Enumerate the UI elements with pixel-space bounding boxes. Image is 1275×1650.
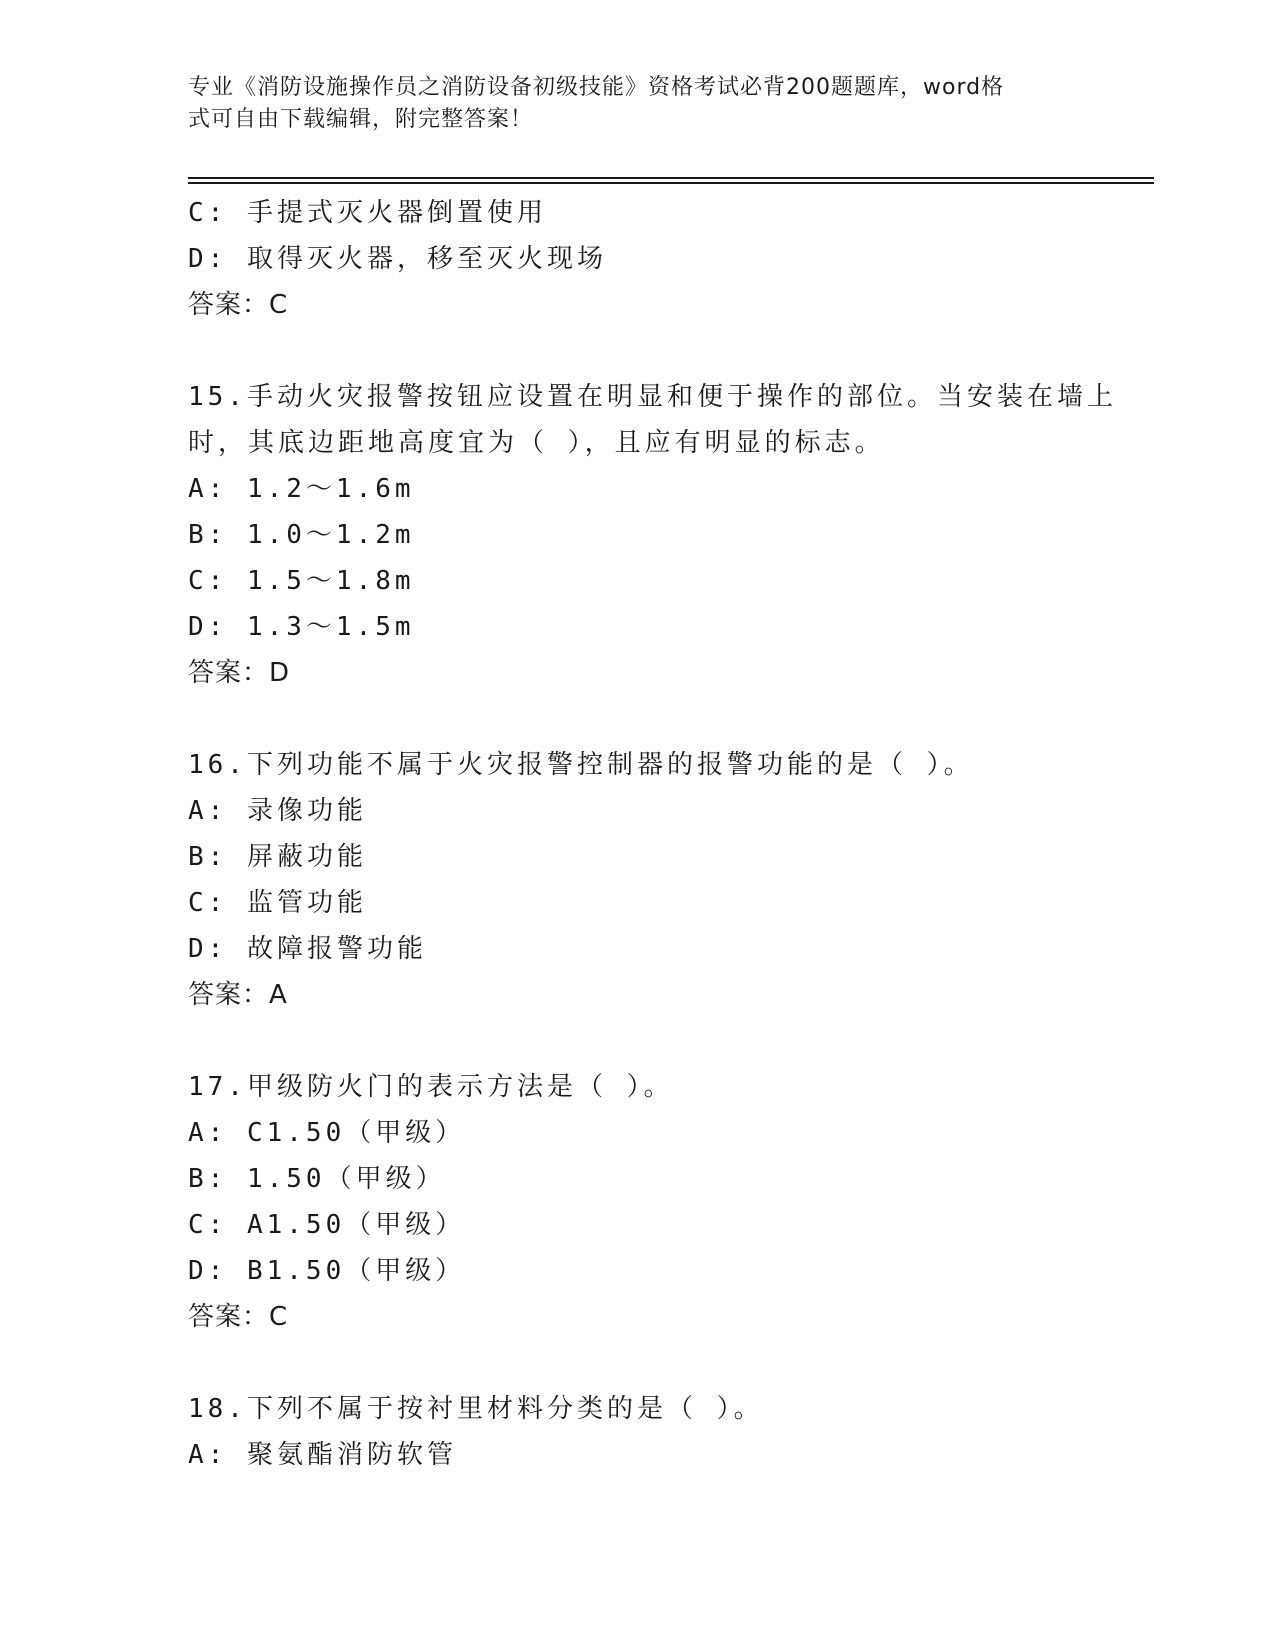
option-d: D: B1.50（甲级） <box>188 1256 466 1286</box>
question-stem: 17.甲级防火门的表示方法是（ ）。 <box>188 1072 674 1102</box>
option-a: A: 录像功能 <box>188 796 367 826</box>
question-stem: 15.手动火灾报警按钮应设置在明显和便于操作的部位。当安装在墙上 <box>188 382 1117 412</box>
option-c: C: 手提式灭火器倒置使用 <box>188 198 547 228</box>
spacer <box>188 328 1088 374</box>
header-rule-top <box>188 177 1154 179</box>
document-header <box>188 72 1068 136</box>
option-d: D: 取得灭火器，移至灭火现场 <box>188 244 607 274</box>
header-rule-bottom <box>188 182 1154 184</box>
question-16 <box>188 742 1088 1018</box>
spacer <box>188 696 1088 742</box>
option-d: D: 1.3～1.5m <box>188 612 415 642</box>
question-18 <box>188 1386 1088 1478</box>
option-a: A: C1.50（甲级） <box>188 1118 466 1148</box>
answer: 答案：C <box>188 290 289 320</box>
option-c: C: 1.5～1.8m <box>188 566 415 596</box>
question-stem: 16.下列功能不属于火灾报警控制器的报警功能的是（ ）。 <box>188 750 974 780</box>
question-stem: 时，其底边距地高度宜为（ ），且应有明显的标志。 <box>188 428 885 458</box>
answer: 答案：A <box>188 980 288 1010</box>
question-15 <box>188 374 1117 696</box>
option-a: A: 聚氨酯消防软管 <box>188 1440 457 1470</box>
option-c: C: A1.50（甲级） <box>188 1210 466 1240</box>
answer: 答案：D <box>188 658 291 688</box>
spacer <box>188 1340 1088 1386</box>
question-17 <box>188 1064 1088 1340</box>
option-b: B: 屏蔽功能 <box>188 842 367 872</box>
header-line-2: 式可自由下载编辑，附完整答案！ <box>188 107 534 132</box>
spacer <box>188 1018 1088 1064</box>
option-b: B: 1.50（甲级） <box>188 1164 446 1194</box>
answer: 答案：C <box>188 1302 289 1332</box>
option-a: A: 1.2～1.6m <box>188 474 415 504</box>
header-line-1: 专业《消防设施操作员之消防设备初级技能》资格考试必背200题题库，word格 <box>188 75 1005 100</box>
question-stem: 18.下列不属于按衬里材料分类的是（ ）。 <box>188 1394 764 1424</box>
previous-question-tail <box>188 190 1088 328</box>
document-body <box>188 190 1117 1478</box>
option-d: D: 故障报警功能 <box>188 934 427 964</box>
option-b: B: 1.0～1.2m <box>188 520 415 550</box>
option-c: C: 监管功能 <box>188 888 367 918</box>
